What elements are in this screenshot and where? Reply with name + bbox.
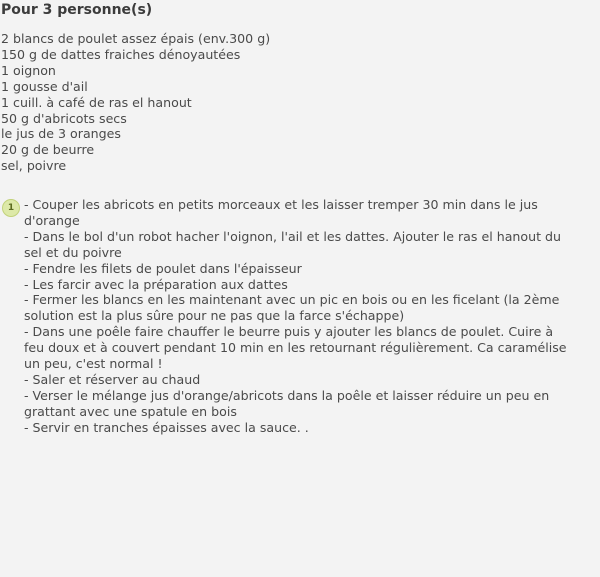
instruction-line: feu doux et à couvert pendant 10 min en les retournant régulièrement. Ca caramélise bbox=[24, 340, 567, 356]
instruction-line: - Dans le bol d'un robot hacher l'oignon, l'ail et les dattes. Ajouter le ras el hanout du bbox=[24, 228, 561, 244]
ingredient-item: 50 g d'abricots secs bbox=[1, 110, 127, 126]
instruction-line: - Couper les abricots en petits morceaux et les laisser tremper 30 min dans le jus bbox=[24, 197, 538, 212]
ingredient-item: 20 g de beurre bbox=[1, 142, 95, 158]
instruction-line: - Fendre les filets de poulet dans l'épaisseur bbox=[24, 260, 302, 276]
instruction-line: - Servir en tranches épaisses avec la sauce. . bbox=[24, 419, 309, 435]
instruction-line: sel et du poivre bbox=[24, 244, 122, 260]
instruction-line: grattant avec une spatule en bois bbox=[24, 403, 237, 419]
instruction-line: - Fermer les blancs en les maintenant avec un pic en bois ou en les ficelant (la 2ème bbox=[24, 292, 560, 308]
instruction-line: - Verser le mélange jus d'orange/abricots dans la poêle et laisser réduire un peu en bbox=[24, 387, 550, 403]
ingredient-list bbox=[1, 31, 270, 174]
ingredient-item: 150 g de dattes fraiches dénoyautées bbox=[1, 46, 241, 62]
ingredient-item: 2 blancs de poulet assez épais (env.300 g) bbox=[1, 31, 271, 46]
ingredient-item: 1 gousse d'ail bbox=[1, 78, 88, 94]
instruction-line: un peu, c'est normal ! bbox=[24, 356, 163, 372]
instruction-list bbox=[24, 197, 590, 436]
instruction-line: solution est la plus sûre pour ne pas que la farce s'échappe) bbox=[24, 308, 405, 324]
servings-title: Pour 3 personne(s) bbox=[1, 2, 153, 18]
instruction-line: - Saler et réserver au chaud bbox=[24, 371, 201, 387]
instruction-line: - Les farcir avec la préparation aux dattes bbox=[24, 276, 288, 292]
ingredient-item: 1 oignon bbox=[1, 62, 56, 78]
ingredient-item: 1 cuill. à café de ras el hanout bbox=[1, 94, 192, 110]
ingredient-item: le jus de 3 oranges bbox=[1, 126, 121, 142]
instruction-line: d'orange bbox=[24, 212, 80, 228]
instruction-line: - Dans une poêle faire chauffer le beurre puis y ajouter les blancs de poulet. Cuire à bbox=[24, 324, 554, 340]
ingredient-item: sel, poivre bbox=[1, 158, 67, 174]
step-number-badge: 1 bbox=[2, 199, 20, 217]
